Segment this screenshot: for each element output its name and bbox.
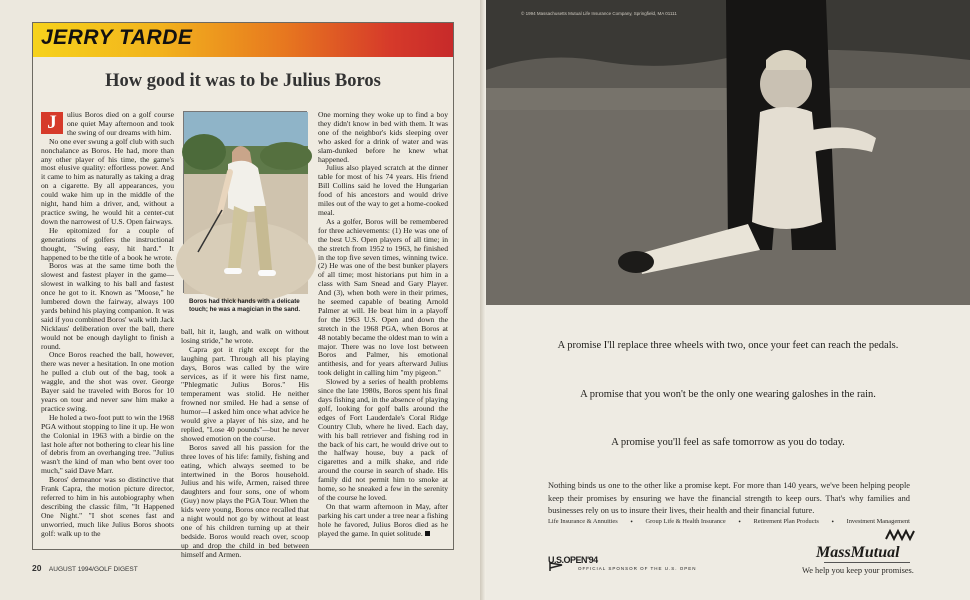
page-number: 20 bbox=[32, 563, 42, 573]
left-page bbox=[0, 0, 480, 600]
promise-3: A promise you'll feel as safe tomorrow as you do today. bbox=[611, 437, 845, 448]
issue-line: AUGUST 1994/GOLF DIGEST bbox=[48, 566, 138, 573]
column-banner bbox=[33, 23, 453, 57]
photo-caption: Boros had thick hands with a delicate touch; he was a magician in the sand. bbox=[189, 298, 301, 313]
product-line: Retirement Plan Products bbox=[753, 518, 819, 525]
end-mark bbox=[425, 531, 430, 536]
drop-cap: J bbox=[41, 112, 63, 134]
product-line: Investment Management bbox=[846, 518, 910, 525]
column-1 bbox=[41, 111, 174, 543]
paragraph: One morning they woke up to find a boy they didn't know in bed with them. It was one of the neighbor's kids sleeping over who asked for a drink of water and was slam-dunked before he knew what happened. bbox=[318, 110, 448, 164]
paragraph: ball, hit it, laugh, and walk on without losing stride," he wrote. bbox=[181, 327, 309, 345]
golfer-illustration bbox=[184, 112, 308, 294]
paragraph: As a golfer, Boros will be remembered for three achievements: (1) He was one of the best U.S. Open players of all time; in the stretch from 1952 to 1963, he finished in the top five seven times, winning twice. (2) He was one of the best bunker players of all time; most historians put him in a class with Sam Snead and Gary Player. And (3), when both were in their primes, he seemed capable of beating Arnold Palmer at will. He beat him in a playoff for the 1963 U.S. Open and down the stretch in the 1968 PGA, when Boros at 48 notably became the oldest man to win a major. There was no love lost between Boros and Palmer, his emotional antithesis, and for years afterward Julius took delight in calling him "my pigeon." bbox=[318, 216, 448, 378]
column-2 bbox=[181, 327, 309, 559]
brand-name: MassMutual bbox=[816, 544, 900, 561]
article-headline: How good it was to be Julius Boros bbox=[105, 71, 381, 91]
copyright-line: © 1994 Massachusetts Mutual Life Insurance Company, Springfield, MA 01111 bbox=[521, 11, 677, 16]
paragraph: Capra got it right except for the laughing part. Through all his playing days, Boros was called by the wire services, as if it were his first name, "Phlegmatic Julius Boros." His temperament was stolid. He neither frowned nor smiled. He had a sense of humor—I asked him once what advice he would give a player of his size, and he replied, "Lose 40 pounds"—but he never showed emotion on the course. bbox=[181, 344, 309, 443]
product-line: Group Life & Health Insurance bbox=[645, 518, 726, 525]
paragraph: Julius also played scratch at the dinner table for most of his 74 years. His friend Bill Collins said he loved the Hungarian food of his ancestors and would drive miles out of the way to get a home-cooked meal. bbox=[318, 163, 448, 217]
flag-icon bbox=[548, 562, 568, 572]
paragraph: J ulius Boros died on a golf course one quiet May afternoon and took the swing of our dreams with him. bbox=[41, 111, 174, 138]
golfer-photo bbox=[183, 111, 307, 293]
product-line: Life Insurance & Annuities bbox=[548, 518, 618, 525]
paragraph: Boros' demeanor was so distinctive that Frank Capra, the motion picture director, referred to him in his autobiography when describing the classic film, "It Happened One Night." "I shot scenes fast and unworried, much like Julius Boros shoots golf: walk up to the bbox=[41, 475, 174, 538]
paragraph: No one ever swung a golf club with such nonchalance as Boros. He had, more than any other player of his time, the game's most elusive quality: effortless power. And it came to him as naturally as taking a drag on a cigarette. By all appearances, you could wake him up in the middle of the night, hand him a driver, and, without a practice swing, he would hit a center-cut down the narrowest of U.S. Open fairways. bbox=[41, 136, 174, 226]
brand-tagline: We help you keep your promises. bbox=[802, 566, 914, 575]
us-open-logo: U.S.OPEN'94 bbox=[548, 555, 598, 565]
promise-1: A promise I'll replace three wheels with two, once your feet can reach the pedals. bbox=[557, 340, 899, 351]
brand-rule bbox=[824, 562, 910, 563]
paragraph: Boros was at the same time both the slowest and fastest player in the game—slowest in walking to his ball and fastest once he got to it. Known as "Moose," he lumbered down the fairway, always 100 yards behind his playing companion. It was said if you combined Boros' walk with Jack Nicklaus' deliberation over the ball, there would not be enough daylight to finish a round. bbox=[41, 261, 174, 351]
page-folio bbox=[32, 563, 138, 573]
ad-body-copy: Nothing binds us one to the other like a promise kept. For more than 140 years, we've been helping people keep their promises by ensuring we have the financial strength to keep ours. That's why families and businesses rely on us to insure their lives, their health and their financial future. bbox=[548, 481, 910, 515]
massmutual-emblem-icon bbox=[886, 531, 916, 539]
column-3 bbox=[318, 111, 448, 543]
paragraph: He holed a two-foot putt to win the 1968 PGA without stopping to line it up. He won the Colonial in 1963 with a birdie on the last hole after not bothering to clear his line of debris from an overhanging tree. "Julius wasn't the kind of man who bent over too much," said Dave Marr. bbox=[41, 412, 174, 476]
right-page bbox=[486, 0, 970, 600]
paragraph: Once Boros reached the ball, however, there was never a hesitation. In one motion he pulled a club out of the bag, took a waggle, and the shot was over. George Bayer said he traveled with Boros for 10 years on tour and never saw him make a practice swing. bbox=[41, 350, 174, 413]
child-and-parent-illustration bbox=[486, 0, 970, 305]
paragraph: He epitomized for a couple of generations of golfers the instructional thought, "Swing easy, hit hard." It happened to be the title of a book he wrote. bbox=[41, 225, 174, 262]
paragraph: On that warm afternoon in May, after parking his cart under a tree near a fishing hole he favored, Julius Boros died as he played the game. In quiet solitude. bbox=[318, 501, 448, 538]
promise-2: A promise that you won't be the only one wearing galoshes in the rain. bbox=[580, 389, 876, 400]
paragraph: Slowed by a series of health problems since the late 1980s, Boros spent his final days fishing and, in the absence of playing golf, looking for golf balls around the edges of Fort Lauderdale's Coral Ridge Country Club, where he lived. Each day, with his ball retriever and fishing rod in the back of his cart, he would drive out to the halfway house, buy a pack of cigarettes and a milk shake, and ride around the course in search of shade. His family did not permit him to smoke at home, so he sneaked a few in the serenity of the course he loved. bbox=[318, 377, 448, 502]
us-open-sponsor-line: OFFICIAL SPONSOR OF THE U.S. OPEN bbox=[578, 566, 697, 571]
separator-dot: • bbox=[831, 518, 834, 526]
separator-dot: • bbox=[630, 518, 633, 526]
product-lines bbox=[548, 518, 910, 526]
separator-dot: • bbox=[738, 518, 741, 526]
article-box bbox=[32, 22, 454, 559]
paragraph: Boros saved all his passion for the three loves of his life: family, fishing and eating, which always seemed to be intertwined in the Boros household. Julius and his wife, Armen, raised three daughters and four sons, one of whom (Guy) now plays the PGA Tour. When the kids were young, Boros once recalled that a night would not go by without at least one of his children turning up at their bedside. Boros would reach over, scoop up and drop the child in bed between himself and Armen. bbox=[181, 442, 309, 559]
us-open-sponsor bbox=[548, 550, 697, 571]
ad-photo bbox=[486, 0, 970, 305]
columnist-name: JERRY TARDE bbox=[41, 26, 193, 49]
